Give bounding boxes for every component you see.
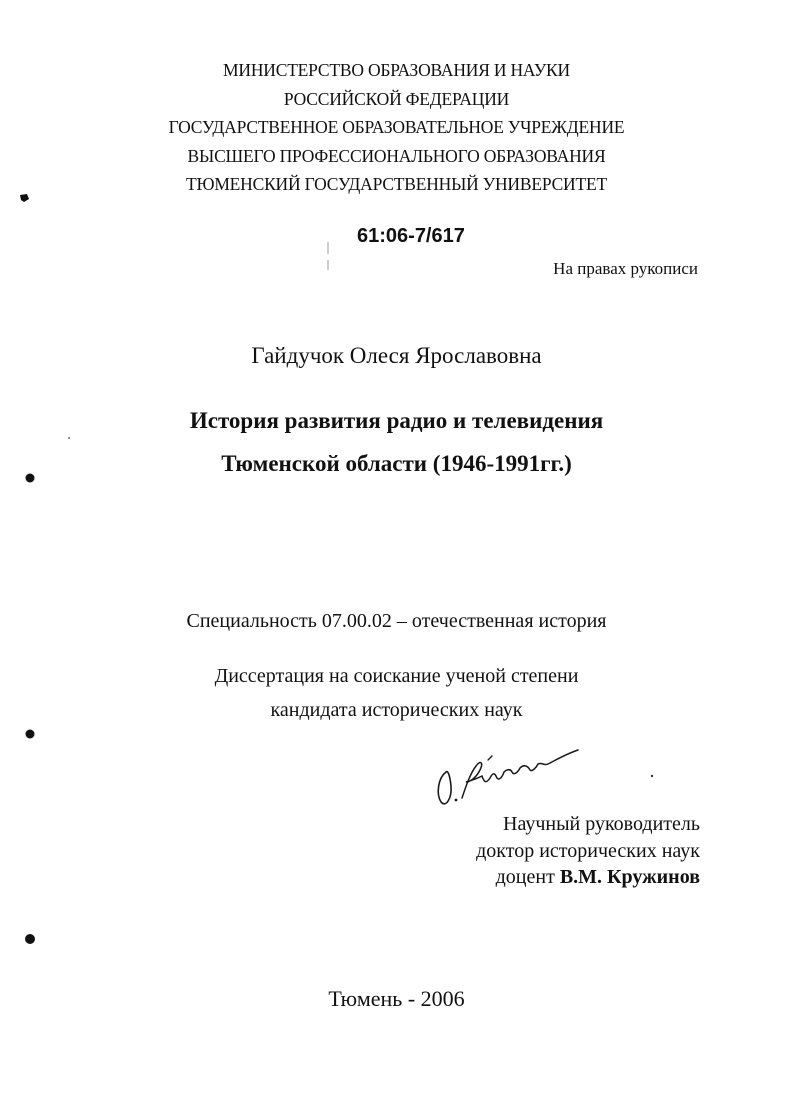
degree-line: Диссертация на соискание ученой степени <box>214 665 579 687</box>
dissertation-title <box>0 399 793 485</box>
header-line: ТЮМЕНСКИЙ ГОСУДАРСТВЕННЫЙ УНИВЕРСИТЕТ <box>186 174 607 195</box>
degree-line: кандидата исторических наук <box>270 699 523 721</box>
title-line: История развития радио и телевидения <box>189 408 604 433</box>
rights-note: На правах рукописи <box>553 259 698 278</box>
supervisor-degree: доктор исторических наук <box>476 839 700 862</box>
scan-dot-mark <box>23 932 37 946</box>
supervisor-rank-name <box>476 864 700 891</box>
city-year: Тюмень - 2006 <box>328 986 465 1011</box>
author-name: Гайдучок Олеся Ярославовна <box>251 343 542 368</box>
specialty-line: Специальность 07.00.02 – отечественная история <box>186 610 607 632</box>
supervisor-block <box>476 811 700 891</box>
handwritten-signature <box>432 742 582 810</box>
catalog-code: 61:06-7/617 <box>357 225 465 247</box>
scan-speck <box>326 242 330 272</box>
header-line: РОССИЙСКОЙ ФЕДЕРАЦИИ <box>283 88 510 109</box>
scan-speck <box>650 774 654 778</box>
supervisor-rank: доцент <box>495 866 555 888</box>
ministry-header <box>0 56 793 199</box>
header-line: МИНИСТЕРСТВО ОБРАЗОВАНИЯ И НАУКИ <box>223 60 570 80</box>
header-line: ВЫСШЕГО ПРОФЕССИОНАЛЬНОГО ОБРАЗОВАНИЯ <box>187 145 606 166</box>
scan-dot-mark <box>24 728 36 740</box>
dissertation-degree <box>0 659 793 727</box>
supervisor-role: Научный руководитель <box>503 813 700 835</box>
title-line: Тюменской области (1946-1991гг.) <box>221 451 572 476</box>
supervisor-name: В.М. Кружинов <box>559 866 700 888</box>
header-line: ГОСУДАРСТВЕННОЕ ОБРАЗОВАТЕЛЬНОЕ УЧРЕЖДЕНИЕ <box>168 117 625 138</box>
